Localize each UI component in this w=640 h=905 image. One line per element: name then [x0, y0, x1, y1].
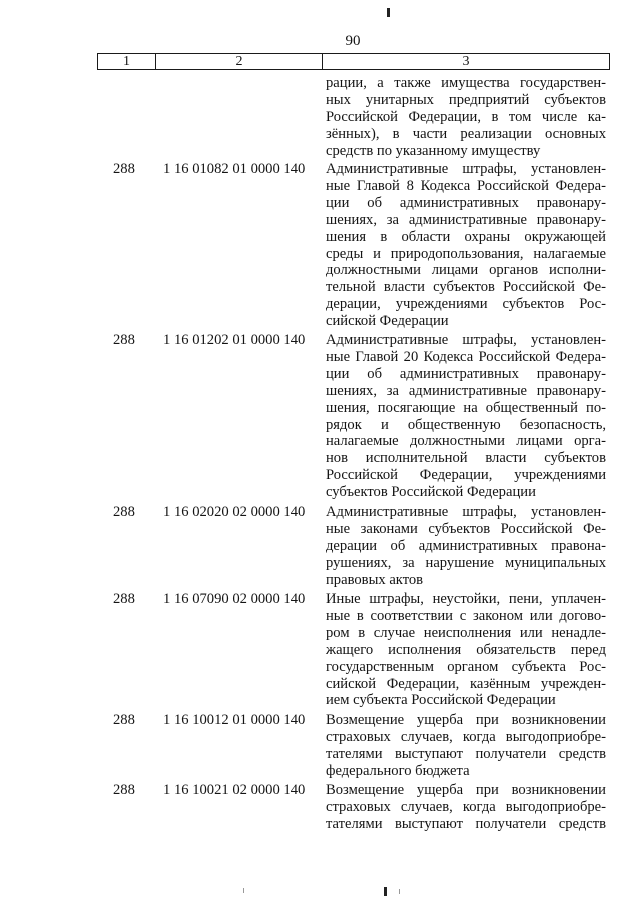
row-description — [326, 782, 606, 833]
desc-line: зённых), в части реализации основных — [326, 125, 606, 142]
scan-mark-bottom-2 — [243, 888, 244, 893]
desc-line: ием субъекта Российской Федерации — [326, 692, 556, 709]
desc-line: налагаемые должностными лицами орга- — [326, 433, 606, 450]
desc-line: Административные штрафы, установлен- — [326, 161, 606, 177]
desc-line: должностными лицами органов исполни- — [326, 262, 606, 279]
row-description — [326, 712, 606, 780]
desc-line: дерации, учреждениями субъектов Рос- — [326, 296, 606, 313]
scan-mark-bottom-1 — [384, 887, 387, 896]
desc-line: ные законами субъектов Российской Фе- — [326, 520, 606, 537]
desc-line: шениях, за административные правонару- — [326, 382, 606, 399]
desc-line: среды и природопользования, налагаемые — [326, 245, 606, 262]
desc-line: ные в соответствии с законом или догово- — [326, 607, 606, 624]
desc-line: дерации об административных правона- — [326, 537, 606, 554]
budget-classification-code: 1 16 01202 01 0000 140 — [163, 332, 306, 348]
admin-code: 288 — [113, 504, 135, 520]
header-col-2: 2 — [156, 54, 323, 69]
desc-line: рушениях, за нарушение муниципальных — [326, 554, 606, 571]
desc-line: сийской Федерации, казённым учрежден- — [326, 675, 606, 692]
budget-classification-code: 1 16 02020 02 0000 140 — [163, 504, 306, 520]
desc-line: ции об административных правонару- — [326, 365, 606, 382]
desc-line: ные Главой 20 Кодекса Российской Федера- — [326, 348, 606, 365]
desc-line: Иные штрафы, неустойки, пени, уплачен- — [326, 591, 606, 607]
desc-line: ных унитарных предприятий субъектов — [326, 91, 606, 108]
desc-line: средств по указанному имуществу — [326, 142, 541, 159]
budget-classification-code: 1 16 07090 02 0000 140 — [163, 591, 306, 607]
desc-line: ром в случае неисполнения или ненадле- — [326, 624, 606, 641]
desc-line: правовых актов — [326, 571, 424, 588]
desc-line: жащего исполнения обязательств перед — [326, 641, 606, 658]
desc-line: шения, посягающие на общественный по- — [326, 399, 606, 416]
row-description — [326, 75, 606, 160]
budget-classification-code: 1 16 10012 01 0000 140 — [163, 712, 306, 728]
desc-line: шения в области охраны окружающей — [326, 228, 606, 245]
budget-classification-code: 1 16 10021 02 0000 140 — [163, 782, 306, 798]
admin-code: 288 — [113, 782, 135, 798]
desc-line: Российской Федерации, учреждениями — [326, 467, 606, 484]
desc-line: Административные штрафы, установлен- — [326, 332, 606, 348]
scan-mark-top — [387, 8, 390, 17]
desc-line: федерального бюджета — [326, 762, 470, 779]
desc-line: рядок и общественную безопасность, — [326, 416, 606, 433]
desc-line: нов исполнительной власти субъектов — [326, 450, 606, 467]
header-col-3: 3 — [462, 54, 470, 69]
table-header — [97, 53, 610, 70]
budget-classification-code: 1 16 01082 01 0000 140 — [163, 161, 306, 177]
admin-code: 288 — [113, 161, 135, 177]
desc-line: субъектов Российской Федерации — [326, 484, 536, 501]
row-description — [326, 332, 606, 501]
admin-code: 288 — [113, 712, 135, 728]
desc-line: страховых случаев, когда выгодоприобре- — [326, 728, 606, 745]
row-description — [326, 504, 606, 589]
desc-line: рации, а также имущества государствен- — [326, 75, 606, 91]
desc-line: ции об административных правонару- — [326, 194, 606, 211]
header-col-1: 1 — [98, 54, 156, 69]
admin-code: 288 — [113, 591, 135, 607]
desc-line: сийской Федерации — [326, 313, 449, 330]
scan-mark-bottom-3 — [399, 889, 400, 894]
desc-line: Возмещение ущерба при возникновении — [326, 712, 606, 728]
desc-line: тателями выступают получатели средств — [326, 745, 606, 762]
desc-line: государственным органом субъекта Рос- — [326, 658, 606, 675]
desc-line: тельной власти субъектов Российской Фе- — [326, 279, 606, 296]
row-description — [326, 161, 606, 330]
desc-line: ные Главой 8 Кодекса Российской Федера- — [326, 177, 606, 194]
desc-line: тателями выступают получатели средств — [326, 815, 606, 832]
row-description — [326, 591, 606, 709]
desc-line: Российской Федерации, в том числе ка- — [326, 108, 606, 125]
desc-line: страховых случаев, когда выгодоприобре- — [326, 798, 606, 815]
admin-code: 288 — [113, 332, 135, 348]
page-number: 90 — [345, 33, 361, 49]
desc-line: Возмещение ущерба при возникновении — [326, 782, 606, 798]
desc-line: шениях, за административные правонару- — [326, 211, 606, 228]
desc-line: Административные штрафы, установлен- — [326, 504, 606, 520]
